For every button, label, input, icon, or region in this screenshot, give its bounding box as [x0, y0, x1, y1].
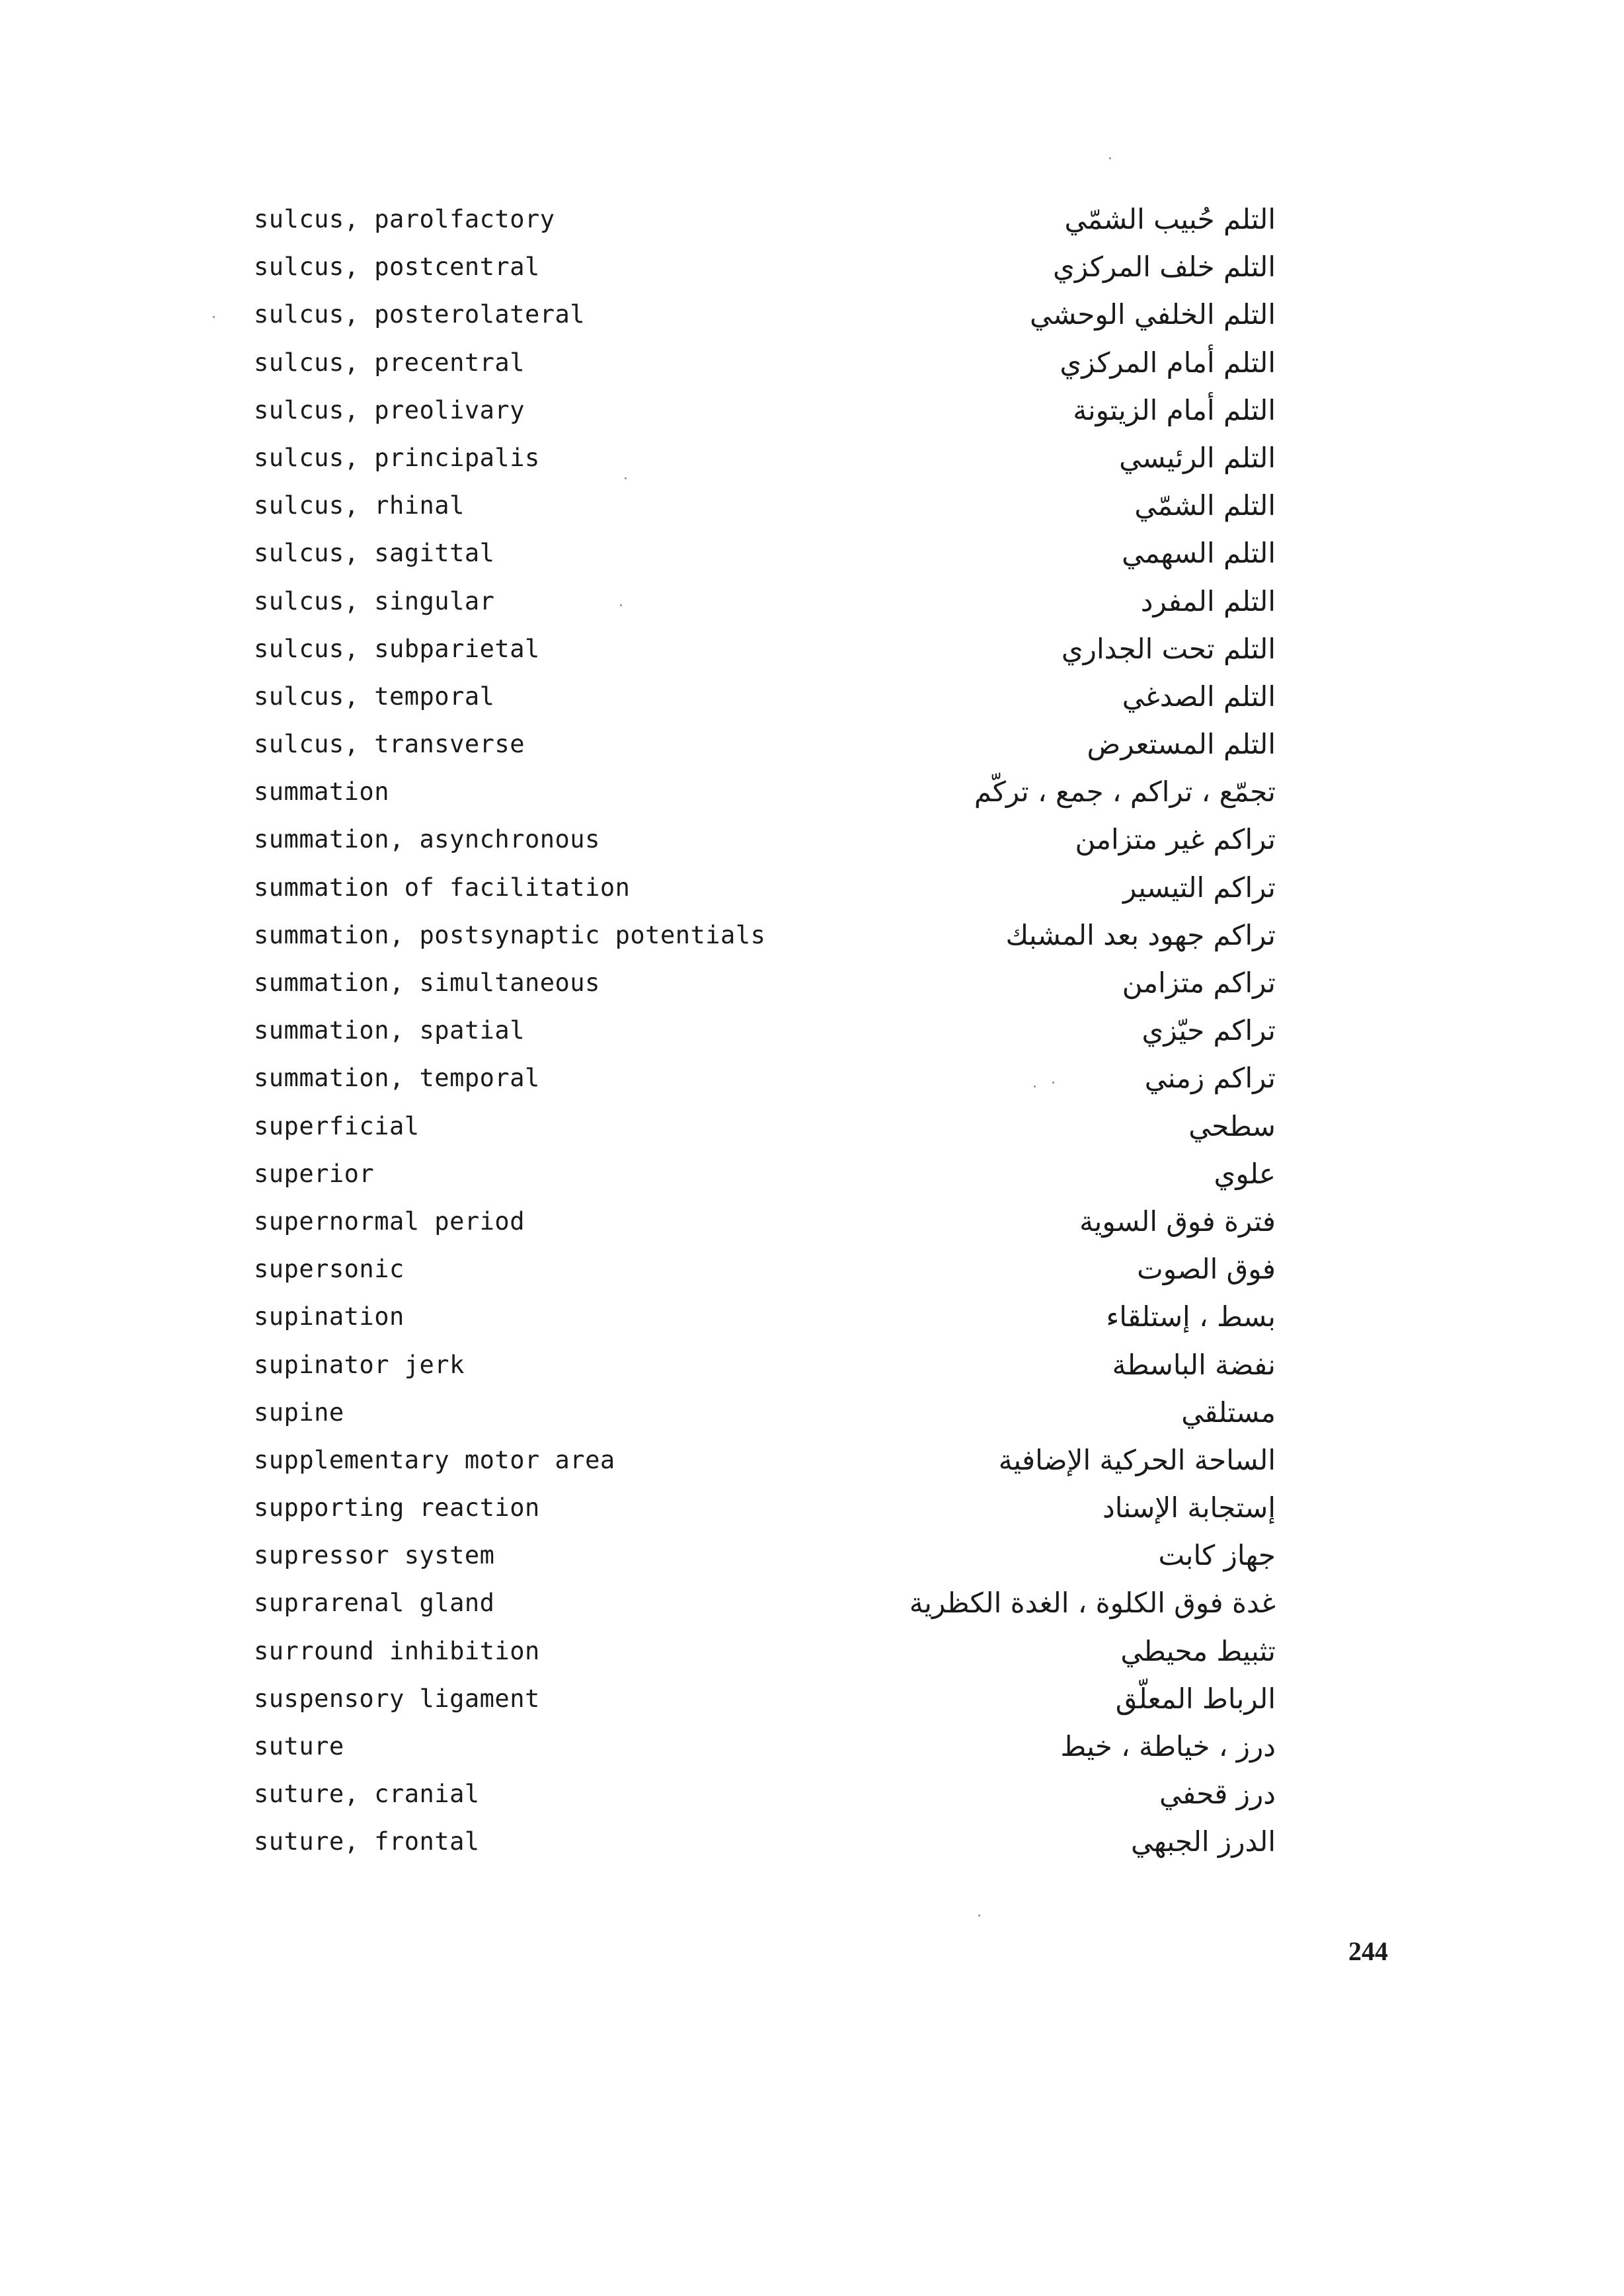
english-term: summation, spatial — [254, 1016, 525, 1045]
english-term: supination — [254, 1302, 405, 1331]
glossary-row — [245, 1341, 1276, 1389]
arabic-term: التلم الخلفي الوحشي — [1029, 298, 1276, 331]
glossary-row — [245, 768, 1276, 816]
arabic-term: غدة فوق الكلوة ، الغدة الكظرية — [909, 1587, 1276, 1620]
arabic-term: جهاز كابت — [1158, 1539, 1276, 1572]
glossary-row — [245, 912, 1276, 959]
arabic-term: علوي — [1214, 1157, 1276, 1190]
english-term: summation of facilitation — [254, 873, 631, 902]
arabic-term: تراكم زمني — [1144, 1062, 1276, 1095]
glossary-row — [245, 482, 1276, 530]
english-term: sulcus, preolivary — [254, 395, 525, 424]
glossary-row — [245, 1054, 1276, 1102]
english-term: suprarenal gland — [254, 1589, 495, 1618]
english-term: supressor system — [254, 1541, 495, 1570]
glossary-row — [245, 1484, 1276, 1532]
arabic-term: التلم حُبيب الشمّي — [1064, 203, 1276, 235]
english-term: suture, frontal — [254, 1827, 480, 1856]
glossary-row — [245, 816, 1276, 863]
english-term: sulcus, singular — [254, 586, 495, 615]
arabic-term: التلم الرئيسي — [1119, 441, 1276, 474]
english-term: summation, postsynaptic potentials — [254, 920, 766, 949]
glossary-row — [245, 1723, 1276, 1770]
glossary-row — [245, 530, 1276, 577]
arabic-term: إستجابة الإسناد — [1102, 1491, 1276, 1524]
arabic-term: التلم الشمّي — [1134, 489, 1276, 522]
glossary-row — [245, 1198, 1276, 1246]
arabic-term: الدرز الجبهي — [1130, 1825, 1276, 1858]
arabic-term: تراكم غير متزامن — [1075, 823, 1276, 856]
glossary-row — [245, 1293, 1276, 1341]
english-term: sulcus, principalis — [254, 443, 540, 472]
glossary-row — [245, 1532, 1276, 1579]
english-term: suture — [254, 1732, 344, 1761]
english-term: summation, simultaneous — [254, 969, 600, 997]
arabic-term: تثبيط محيطي — [1120, 1634, 1276, 1667]
arabic-term: التلم تحت الجداري — [1061, 632, 1276, 665]
glossary-row — [245, 1818, 1276, 1866]
english-term: sulcus, sagittal — [254, 539, 495, 568]
arabic-term: فترة فوق السوية — [1079, 1205, 1276, 1238]
english-term: suture, cranial — [254, 1780, 480, 1809]
glossary-row — [245, 673, 1276, 721]
glossary-entries — [245, 196, 1276, 1866]
english-term: supine — [254, 1398, 344, 1427]
glossary-row — [245, 434, 1276, 482]
glossary-row — [245, 291, 1276, 338]
glossary-row — [245, 243, 1276, 291]
arabic-term: فوق الصوت — [1137, 1253, 1276, 1286]
scan-speck — [1034, 1086, 1036, 1088]
arabic-term: التلم المفرد — [1140, 584, 1276, 617]
english-term: sulcus, postcentral — [254, 253, 540, 282]
english-term: supernormal period — [254, 1207, 525, 1236]
glossary-row — [245, 1770, 1276, 1818]
arabic-term: تراكم التيسير — [1123, 871, 1276, 904]
glossary-row — [245, 1579, 1276, 1627]
glossary-row — [245, 959, 1276, 1007]
english-term: superficial — [254, 1111, 420, 1140]
arabic-term: درز ، خياطة ، خيط — [1060, 1730, 1276, 1762]
arabic-term: تراكم جهود بعد المشبك — [1005, 918, 1276, 951]
glossary-row — [245, 864, 1276, 912]
arabic-term: التلم المستعرض — [1087, 728, 1276, 761]
glossary-row — [245, 1628, 1276, 1675]
english-term: summation — [254, 777, 389, 807]
english-term: suspensory ligament — [254, 1684, 540, 1713]
scan-speck — [1109, 157, 1111, 159]
scan-speck — [625, 477, 627, 479]
english-term: summation, asynchronous — [254, 825, 600, 854]
scan-speck — [978, 1915, 980, 1917]
english-term: supplementary motor area — [254, 1445, 615, 1474]
glossary-row — [245, 339, 1276, 387]
glossary-row — [245, 1007, 1276, 1054]
scan-speck — [1052, 1082, 1054, 1084]
english-term: sulcus, subparietal — [254, 634, 540, 663]
arabic-term: تجمّع ، تراكم ، جمع ، تركّم — [974, 775, 1276, 809]
arabic-term: بسط ، إستلقاء — [1106, 1300, 1276, 1333]
glossary-row — [245, 578, 1276, 625]
glossary-row — [245, 1389, 1276, 1437]
glossary-row — [245, 1150, 1276, 1198]
english-term: sulcus, posterolateral — [254, 300, 586, 329]
arabic-term: درز قحفي — [1159, 1778, 1276, 1811]
glossary-row — [245, 1103, 1276, 1150]
glossary-row — [245, 1437, 1276, 1484]
arabic-term: التلم السهمي — [1122, 537, 1276, 570]
english-term: supinator jerk — [254, 1350, 465, 1379]
english-term: sulcus, temporal — [254, 682, 495, 711]
english-term: supersonic — [254, 1255, 405, 1284]
glossary-row — [245, 387, 1276, 434]
arabic-term: التلم أمام المركزي — [1060, 346, 1276, 379]
glossary-row — [245, 721, 1276, 768]
english-term: summation, temporal — [254, 1064, 540, 1093]
arabic-term: التلم أمام الزيتونة — [1073, 393, 1276, 426]
arabic-term: مستلقي — [1181, 1396, 1276, 1429]
english-term: supporting reaction — [254, 1493, 540, 1523]
arabic-term: سطحي — [1188, 1109, 1276, 1142]
arabic-term: تراكم متزامن — [1122, 967, 1276, 999]
arabic-term: الرباط المعلّق — [1115, 1682, 1276, 1715]
english-term: sulcus, precentral — [254, 348, 525, 377]
english-term: sulcus, parolfactory — [254, 205, 555, 233]
arabic-term: نفضة الباسطة — [1112, 1348, 1276, 1381]
arabic-term: التلم خلف المركزي — [1052, 251, 1276, 284]
scan-speck — [620, 604, 622, 606]
page-number: 244 — [1348, 1936, 1388, 1966]
glossary-row — [245, 1675, 1276, 1723]
glossary-row — [245, 1246, 1276, 1293]
glossary-row — [245, 625, 1276, 673]
english-term: surround inhibition — [254, 1636, 540, 1665]
scan-speck — [213, 316, 215, 318]
english-term: superior — [254, 1159, 375, 1188]
english-term: sulcus, rhinal — [254, 491, 465, 520]
arabic-term: تراكم حيّزي — [1141, 1014, 1276, 1047]
arabic-term: التلم الصدغي — [1122, 680, 1276, 713]
arabic-term: الساحة الحركية الإضافية — [998, 1443, 1276, 1476]
glossary-row — [245, 196, 1276, 243]
english-term: sulcus, transverse — [254, 730, 525, 759]
